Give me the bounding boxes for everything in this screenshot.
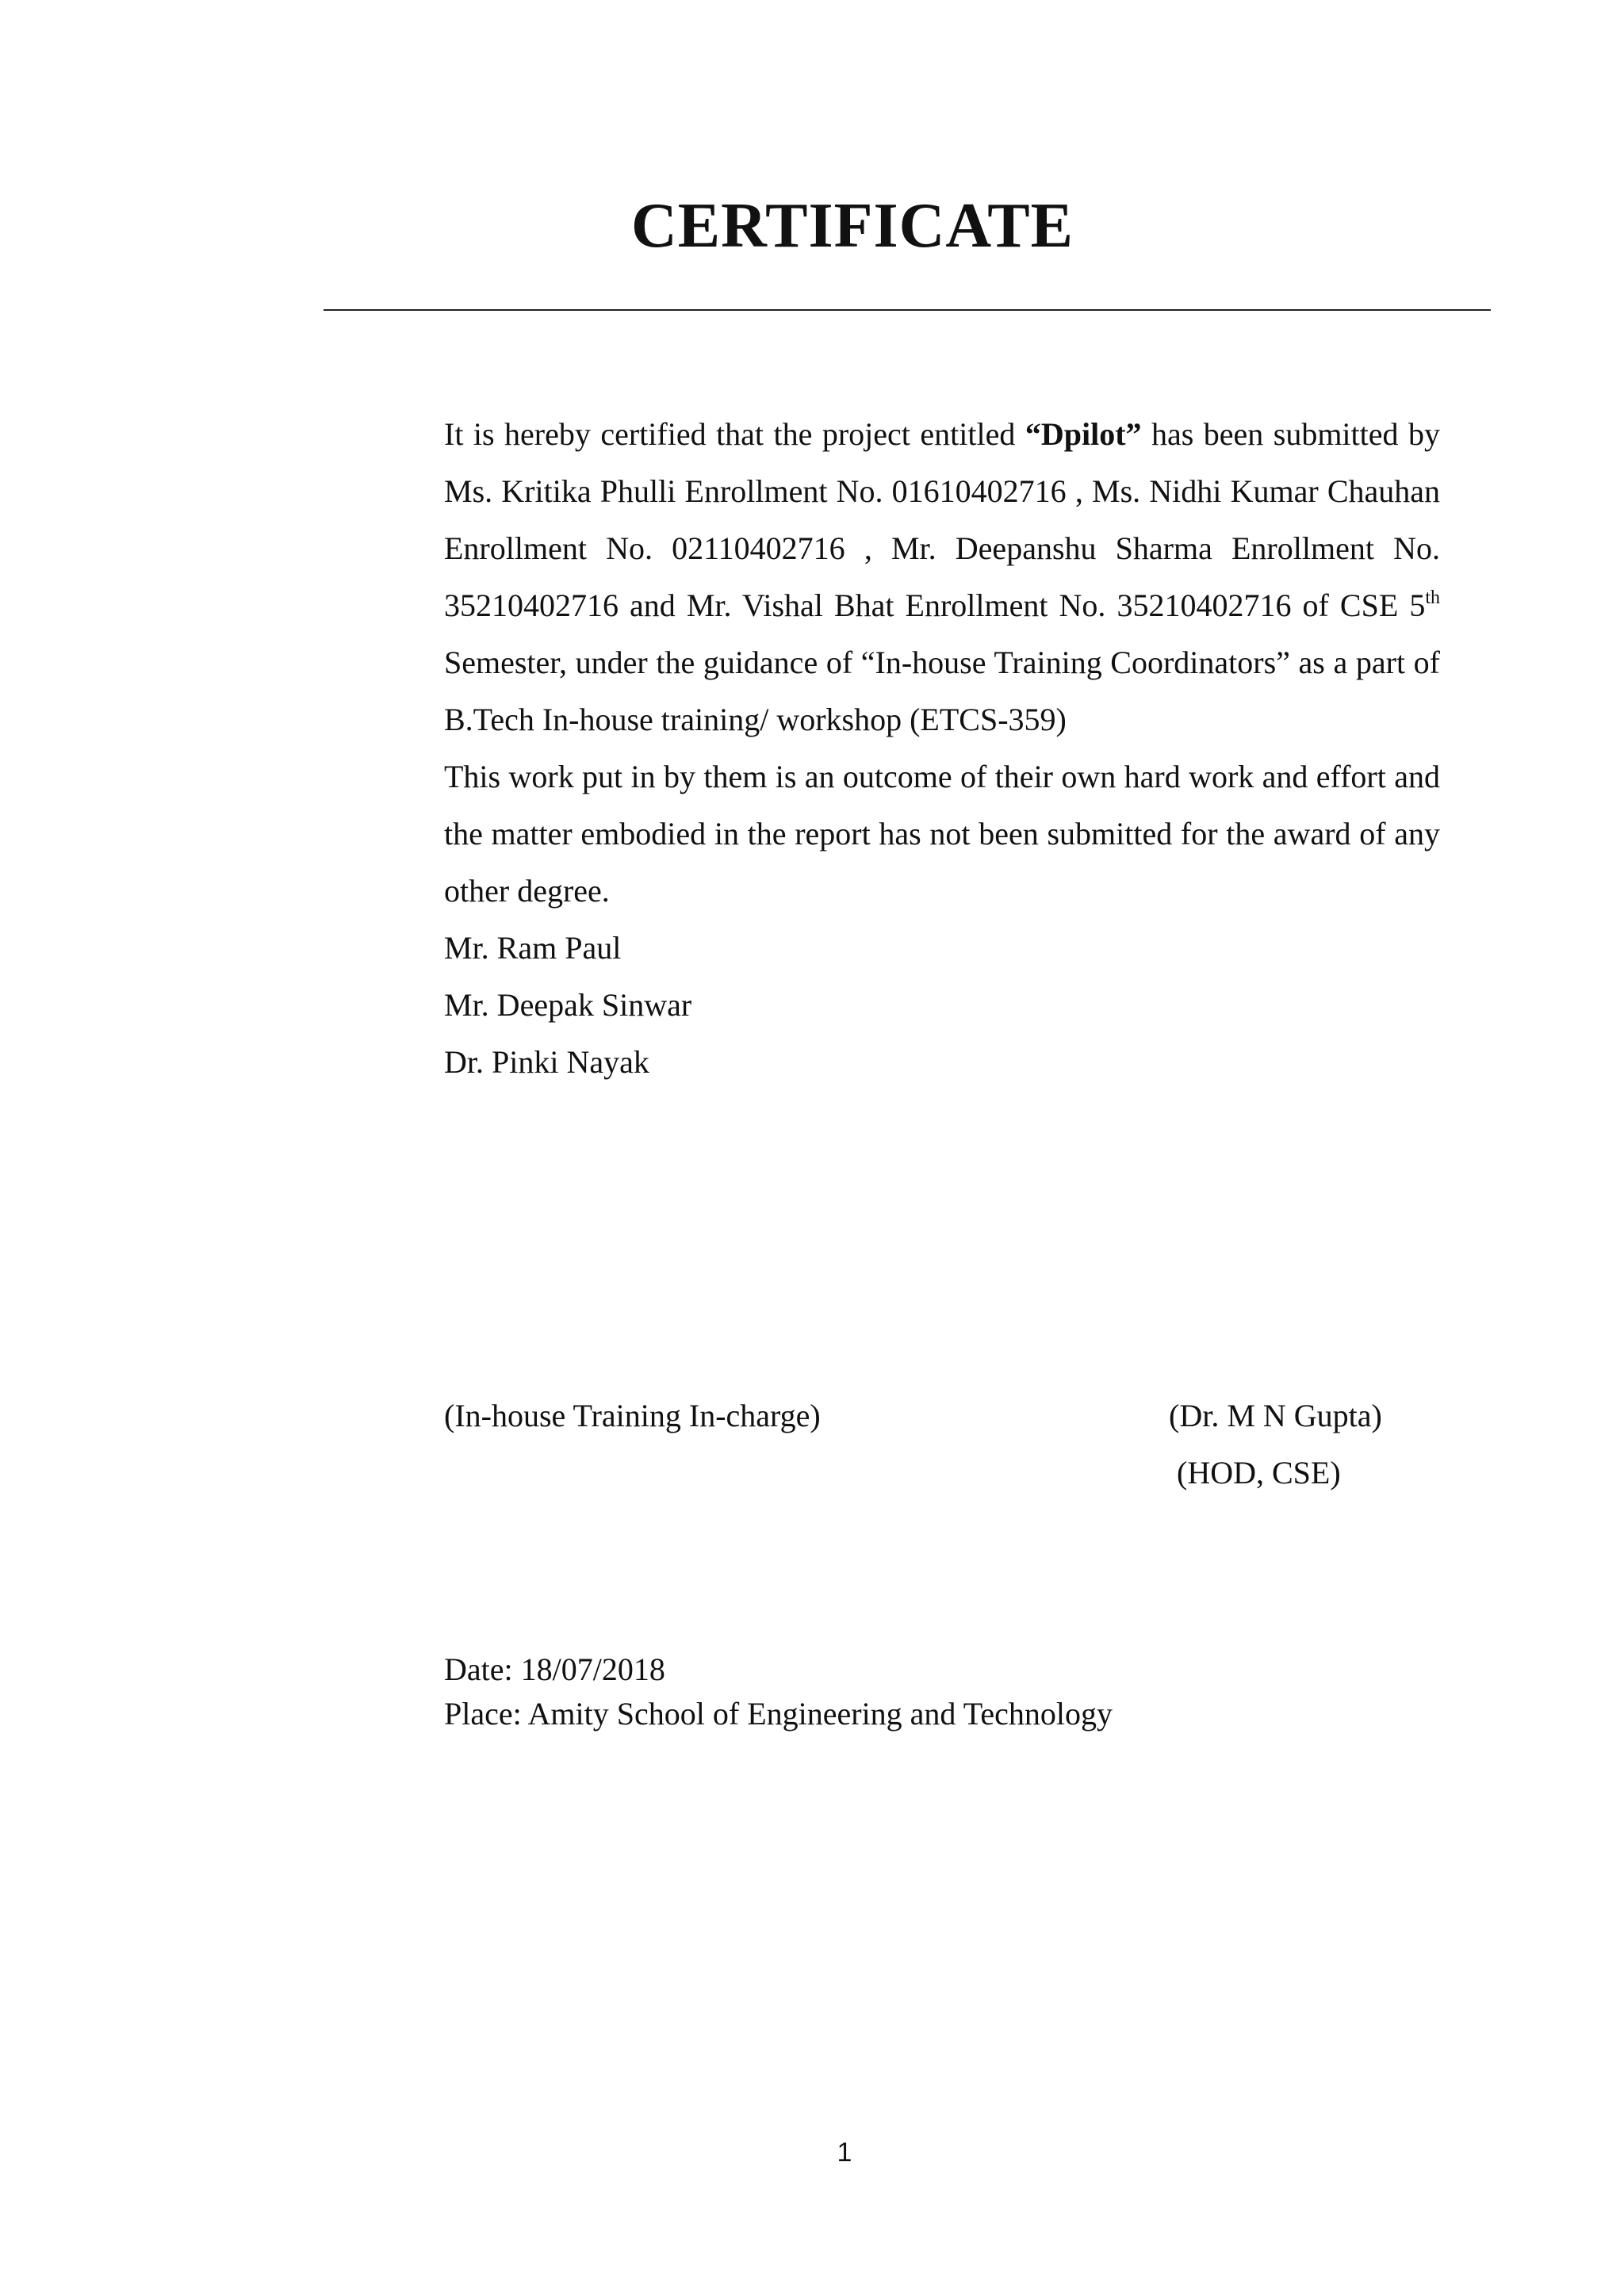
title-divider (324, 309, 1491, 311)
certification-tail: Semester, under the guidance of “In-house Training Coordinators” as a part of B.Tech In-house training/ workshop (ETCS-359) (444, 645, 1440, 737)
coordinator-name: Dr. Pinki Nayak (444, 1044, 649, 1080)
certification-middle: has been submitted by Ms. Kritika Phulli Enrollment No. 01610402716 , Ms. Nidhi Kumar Chauhan Enrollment No. 02110402716 , Mr. Deepanshu Sharma Enrollment No. 35210402716 and Mr. Vishal Bhat Enrollment No. 35210402716 of CSE 5 (444, 416, 1441, 623)
hod-role: (HOD, CSE) (1177, 1455, 1341, 1490)
coordinator-name: Mr. Deepak Sinwar (444, 987, 692, 1023)
date-line: Date: 18/07/2018 (444, 1651, 665, 1687)
coordinator-name: Mr. Ram Paul (444, 930, 622, 966)
project-name: “Dpilot” (1025, 416, 1142, 452)
hod-name-signature: (Dr. M N Gupta) (1169, 1398, 1382, 1433)
date-place-block (444, 1647, 1113, 1736)
certification-lead: It is hereby certified that the project entitled (444, 416, 1025, 452)
certificate-title: CERTIFICATE (631, 191, 1074, 261)
place-line: Place: Amity School of Engineering and Technology (444, 1696, 1113, 1732)
certificate-body (444, 406, 1440, 1091)
certification-paragraph (444, 406, 1440, 748)
training-incharge-signature: (In-house Training In-charge) (444, 1398, 821, 1433)
originality-paragraph: This work put in by them is an outcome of their own hard work and effort and the matter embodied in the report has not been submitted for the award of any other degree. (444, 759, 1440, 909)
page-number: 1 (837, 2137, 852, 2168)
ordinal-superscript: th (1425, 587, 1440, 608)
